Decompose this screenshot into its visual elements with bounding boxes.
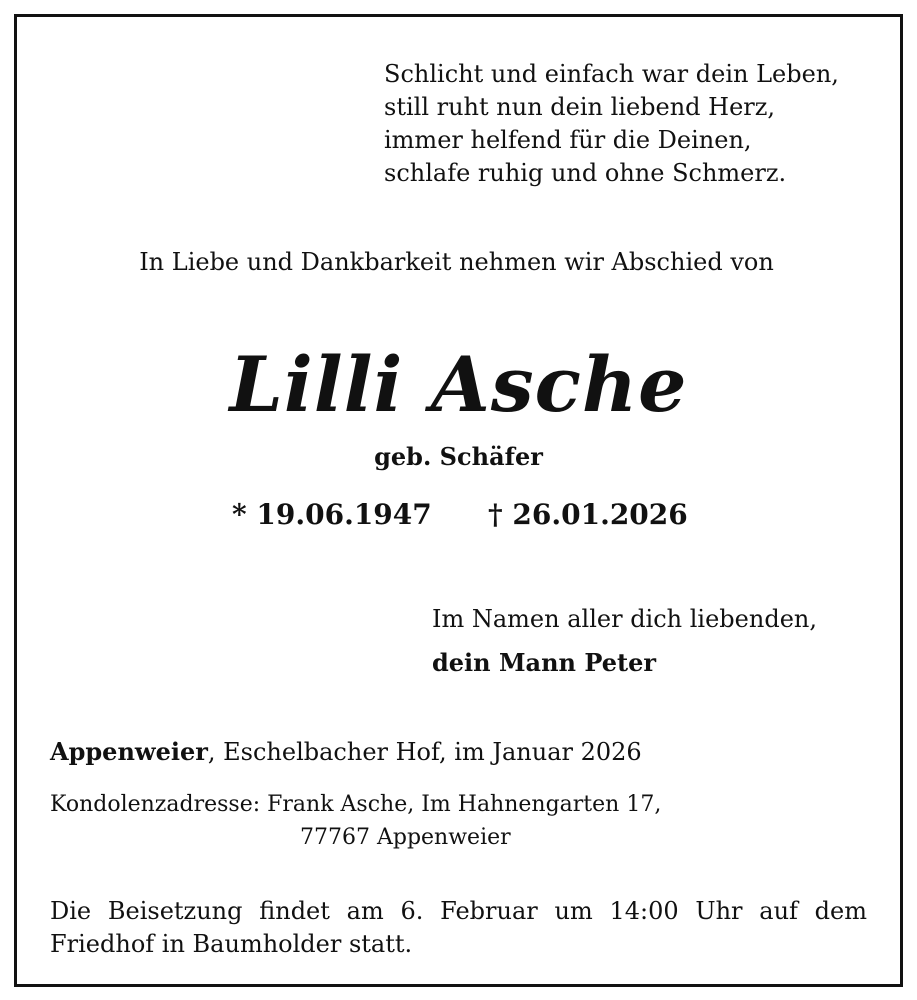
signature xyxy=(432,597,817,685)
funeral-notice xyxy=(50,895,867,961)
poem-line: immer helfend für die Deinen, xyxy=(384,126,752,154)
place-rest: , Eschelbacher Hof, im Januar 2026 xyxy=(207,738,642,766)
place-town: Appenweier xyxy=(50,737,208,766)
death-date: † 26.01.2026 xyxy=(488,498,688,531)
intro-text: In Liebe und Dankbarkeit nehmen wir Abschied von xyxy=(139,248,774,276)
funeral-line: Friedhof in Baumholder statt. xyxy=(50,930,413,958)
poem-line: schlafe ruhig und ohne Schmerz. xyxy=(384,159,787,187)
place-date xyxy=(50,737,642,766)
signature-name: dein Mann Peter xyxy=(432,648,657,677)
signature-line: Im Namen aller dich liebenden, xyxy=(432,605,817,633)
poem-line: still ruht nun dein liebend Herz, xyxy=(384,93,776,121)
condolence-line: 77767 Appenweier xyxy=(300,825,511,850)
condolence-line: Kondolenzadresse: Frank Asche, Im Hahnengarten 17, xyxy=(50,792,662,817)
poem xyxy=(384,58,839,190)
birth-date: * 19.06.1947 xyxy=(232,498,432,531)
funeral-line: Die Beisetzung findet am 6. Februar um 14:00 Uhr auf dem xyxy=(50,897,867,925)
maiden-name: geb. Schäfer xyxy=(374,442,543,471)
condolence-address xyxy=(50,788,661,854)
poem-line: Schlicht und einfach war dein Leben, xyxy=(384,60,839,88)
deceased-name: Lilli Asche xyxy=(229,340,688,429)
